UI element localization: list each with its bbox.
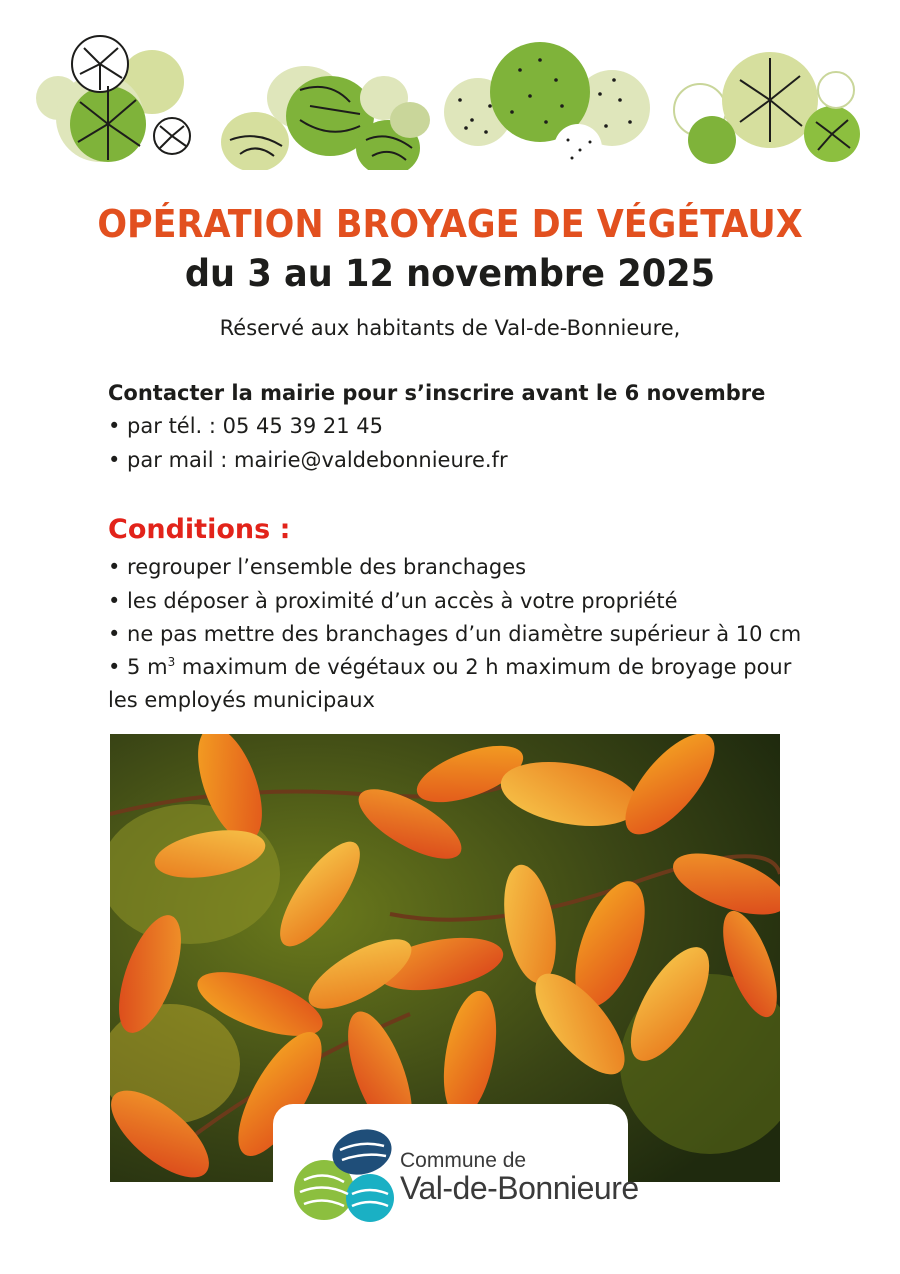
condition-4-prefix: • 5 m	[108, 655, 168, 679]
page-title: OPÉRATION BROYAGE DE VÉGÉTAUX	[97, 202, 803, 246]
cubic-superscript: 3	[167, 655, 176, 669]
eligibility-text: Réservé aux habitants de Val-de-Bonnieure,	[219, 316, 681, 340]
eligibility-note	[0, 316, 900, 340]
event-dates: du 3 au 12 novembre 2025	[184, 252, 716, 295]
shrub-icon	[444, 42, 650, 170]
header-tree-illustrations	[0, 30, 900, 170]
condition-item: • ne pas mettre des branchages d’un diamètre supérieur à 10 cm	[108, 622, 802, 646]
condition-4-suffix: maximum de végétaux ou 2 h maximum de broyage pour	[175, 655, 792, 679]
contact-email: • par mail : mairie@valdebonnieure.fr	[108, 448, 508, 472]
tree-canopy-icon	[36, 36, 190, 162]
logo-text-name: Val-de-Bonnieure	[400, 1170, 639, 1206]
contact-heading: Contacter la mairie pour s’inscrire avant le 6 novembre	[108, 381, 766, 405]
logo-text-commune: Commune de	[400, 1149, 527, 1172]
tree-canopy-icon	[674, 52, 860, 164]
condition-item	[108, 655, 791, 679]
condition-item: • les déposer à proximité d’un accès à votre propriété	[108, 589, 678, 613]
contact-phone: • par tél. : 05 45 39 21 45	[108, 414, 383, 438]
commune-logo-icon	[290, 1120, 395, 1230]
condition-item-continuation: les employés municipaux	[108, 688, 375, 712]
condition-item: • regrouper l’ensemble des branchages	[108, 555, 527, 579]
shrub-icon	[221, 66, 430, 170]
conditions-heading: Conditions :	[108, 514, 291, 545]
